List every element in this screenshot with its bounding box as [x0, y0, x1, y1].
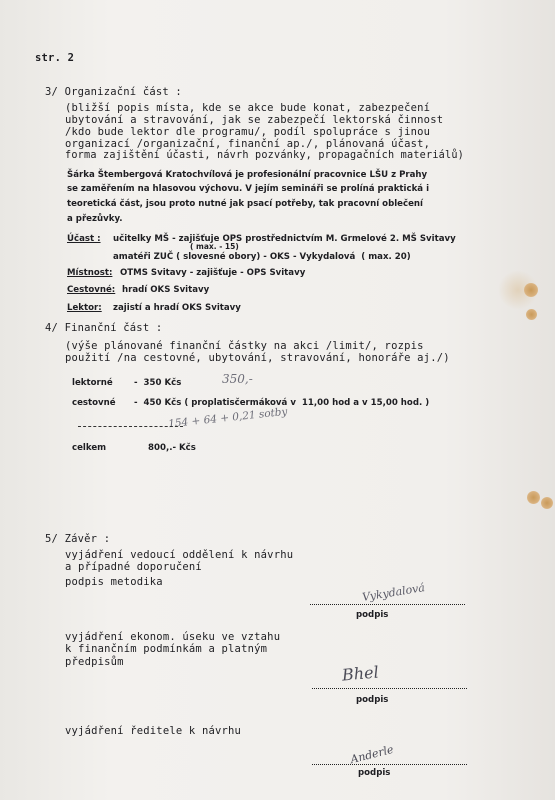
ucast-insert: ( max. - 15): [190, 242, 239, 251]
section4-desc-2: použití /na cestovné, ubytování, stravování, honoráře aj./): [65, 352, 450, 364]
section3-desc-5: forma zajištění účasti, návrh pozvánky, propagačních materiálů): [65, 150, 465, 161]
section4-desc-1: (výše plánované finanční částky na akci /limit/, rozpis: [65, 340, 424, 352]
section4-heading: 4/ Finanční část :: [45, 322, 163, 334]
punch-hole: [526, 309, 537, 320]
section5-heading: 5/ Závěr :: [45, 533, 111, 545]
handwritten-note: 154 + 64 + 0,21 sotby: [167, 405, 288, 431]
dashed-underline: [78, 426, 183, 427]
section3-desc-3: /kdo bude lektor dle programu/, podíl spolupráce s jinou: [65, 126, 431, 138]
signature-line: [312, 688, 467, 689]
section3-desc-1: (bližší popis místa, kde se akce bude konat, zabezpečení: [65, 102, 431, 114]
cestovne-label: Cestovné:: [67, 285, 116, 295]
section3-desc-2: ubytování a stravování, jak se zabezpečí lektorská činnost: [65, 114, 444, 126]
block1-line-3: podpis metodika: [65, 576, 163, 588]
fin-line-value: - 350 Kčs: [134, 378, 182, 388]
section3-body-1: Šárka Štembergová Kratochvílová je profesionální pracovnice LŠU z Prahy: [67, 170, 428, 180]
signature-line: [312, 764, 467, 765]
cestovne-value: hradí OKS Svitavy: [122, 285, 210, 295]
mistnost-value: OTMS Svitavy - zajišťuje - OPS Svitavy: [120, 268, 306, 278]
fin-line-label: cestovné: [72, 398, 116, 408]
punch-hole: [541, 497, 553, 509]
section3-desc-4: organizací /organizační, finanční ap./, plánovaná účast,: [65, 138, 431, 150]
signature-line: [310, 604, 465, 605]
section3-body-3: teoretická část, jsou proto nutné jak psací potřeby, tak pracovní oblečení: [67, 199, 423, 209]
signature-label: podpis: [358, 768, 391, 778]
fin-line-label: lektorné: [72, 378, 113, 388]
ucast-line-2: amatéři ZUČ ( slovesné obory) - OKS - Vykydalová ( max. 20): [113, 252, 411, 262]
punch-hole: [524, 283, 538, 297]
ucast-line-1: učitelky MŠ - zajišťuje OPS prostřednictvím M. Grmelové 2. MŠ Svitavy: [113, 234, 456, 244]
signature-label: podpis: [356, 610, 389, 620]
signature-label: podpis: [356, 695, 389, 705]
signature-1: Vykydalová: [361, 581, 426, 604]
section3-body-4: a přezůvky.: [67, 214, 123, 224]
punch-hole: [527, 491, 540, 504]
block2-line-3: předpisům: [65, 656, 124, 668]
block1-line-1: vyjádření vedoucí oddělení k návrhu: [65, 549, 294, 561]
mistnost-label: Místnost:: [67, 268, 113, 278]
lektor-value: zajistí a hradí OKS Svitavy: [113, 303, 241, 313]
section3-body-2: se zaměřením na hlasovou výchovu. V jejím semináři se prolíná praktická i: [67, 184, 430, 194]
block1-line-2: a případné doporučení: [65, 561, 202, 573]
fin-line-value: - 450 Kčs ( proplatisčermáková v 11,00 hod a v 15,00 hod. ): [134, 398, 430, 408]
block2-line-1: vyjádření ekonom. úseku ve vztahu: [65, 631, 281, 643]
handwritten-amount: 350,-: [222, 372, 253, 386]
total-label: celkem: [72, 443, 107, 453]
total-value: 800,.- Kčs: [148, 443, 196, 453]
signature-3: Anderle: [349, 742, 395, 767]
page-label: str. 2: [35, 52, 75, 64]
section3-heading: 3/ Organizační část :: [45, 86, 182, 98]
lektor-label: Lektor:: [67, 303, 102, 313]
block2-line-2: k finančním podmínkám a platným: [65, 643, 268, 655]
ucast-label: Účast :: [67, 234, 101, 244]
block3-line-1: vyjádření ředitele k návrhu: [65, 725, 242, 737]
signature-2: Bhel: [341, 662, 380, 685]
